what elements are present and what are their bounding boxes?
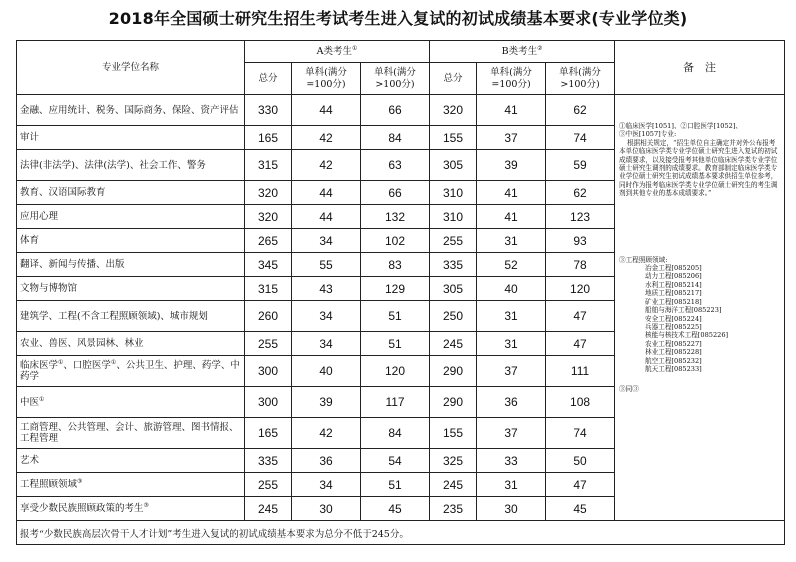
a-single-gt100: 117 — [361, 387, 430, 418]
b-single-100: 41 — [477, 205, 546, 229]
header-notes: 备 注 — [615, 41, 785, 95]
a-total: 315 — [245, 277, 292, 301]
header-a-total: 总分 — [245, 63, 292, 95]
a-single-gt100: 83 — [361, 253, 430, 277]
engineering-field-item: 船舶与海洋工程[085223] — [645, 306, 722, 315]
header-b-single-gt100: 单科(满分>100分) — [546, 63, 615, 95]
b-total: 310 — [430, 181, 477, 205]
a-single-100: 42 — [292, 418, 361, 449]
b-single-100: 37 — [477, 356, 546, 387]
a-single-100: 34 — [292, 229, 361, 253]
header-major: 专业学位名称 — [17, 41, 245, 95]
b-single-gt100: 74 — [546, 126, 615, 150]
row-name: 农业、兽医、风景园林、林业 — [17, 332, 245, 356]
header-group-b: B类考生② — [430, 41, 615, 63]
a-total: 255 — [245, 332, 292, 356]
b-single-100: 31 — [477, 229, 546, 253]
b-total: 310 — [430, 205, 477, 229]
a-single-100: 42 — [292, 150, 361, 181]
a-single-gt100: 102 — [361, 229, 430, 253]
a-single-100: 30 — [292, 497, 361, 521]
row-name: 工商管理、公共管理、会计、旅游管理、图书情报、工程管理 — [17, 418, 245, 449]
engineering-field-item: 冶金工程[085205] — [645, 264, 702, 273]
engineering-field-item: 航空工程[085232] — [645, 356, 702, 365]
b-total: 255 — [430, 229, 477, 253]
b-total: 290 — [430, 356, 477, 387]
b-single-100: 41 — [477, 181, 546, 205]
b-total: 245 — [430, 332, 477, 356]
a-total: 330 — [245, 95, 292, 126]
b-single-gt100: 93 — [546, 229, 615, 253]
row-name: 享受少数民族照顾政策的考生③ — [17, 497, 245, 521]
a-total: 300 — [245, 356, 292, 387]
row-name: 法律(非法学)、法律(法学)、社会工作、警务 — [17, 150, 245, 181]
b-single-100: 37 — [477, 418, 546, 449]
b-total: 250 — [430, 301, 477, 332]
a-single-100: 34 — [292, 473, 361, 497]
a-single-100: 39 — [292, 387, 361, 418]
row-name: 临床医学①、口腔医学①、公共卫生、护理、药学、中药学 — [17, 356, 245, 387]
b-single-gt100: 50 — [546, 449, 615, 473]
row-name: 体育 — [17, 229, 245, 253]
a-single-gt100: 132 — [361, 205, 430, 229]
b-total: 325 — [430, 449, 477, 473]
a-single-100: 40 — [292, 356, 361, 387]
b-single-100: 31 — [477, 473, 546, 497]
engineering-field-item: 矿业工程[085218] — [645, 297, 702, 306]
b-single-gt100: 62 — [546, 181, 615, 205]
b-total: 155 — [430, 418, 477, 449]
a-total: 320 — [245, 205, 292, 229]
note-1-head-2: ③中医[1057]专业: — [619, 130, 677, 139]
a-total: 165 — [245, 418, 292, 449]
b-single-gt100: 120 — [546, 277, 615, 301]
a-single-gt100: 84 — [361, 418, 430, 449]
header-b-total: 总分 — [430, 63, 477, 95]
a-total: 245 — [245, 497, 292, 521]
b-total: 245 — [430, 473, 477, 497]
row-name: 建筑学、工程(不含工程照顾领域)、城市规划 — [17, 301, 245, 332]
a-total: 315 — [245, 150, 292, 181]
note-1-body: 根据相关规定，“招生单位自主确定并对外公布报考本单位临床医学类专业学位硕士研究生进入复试的初试成绩要求，以及接受报考其他单位临床医学类专业学位硕士研究生调剂的成绩要求。教育部制定临床医学类专业学位硕士研究生初试成绩基本要求供招生单位参考，同时作为报考临床医学类专业学位硕士研究生的考生调剂到其他专业的基本成绩要求。” — [619, 138, 778, 198]
a-single-100: 34 — [292, 332, 361, 356]
row-name: 应用心理 — [17, 205, 245, 229]
a-total: 320 — [245, 181, 292, 205]
b-single-gt100: 108 — [546, 387, 615, 418]
b-single-100: 52 — [477, 253, 546, 277]
a-total: 345 — [245, 253, 292, 277]
b-total: 335 — [430, 253, 477, 277]
engineering-field-item: 航天工程[085233] — [645, 364, 702, 373]
b-single-gt100: 62 — [546, 95, 615, 126]
header-group-a: A类考生① — [245, 41, 430, 63]
b-single-gt100: 111 — [546, 356, 615, 387]
b-total: 290 — [430, 387, 477, 418]
row-name: 中医① — [17, 387, 245, 418]
a-single-100: 34 — [292, 301, 361, 332]
b-single-gt100: 74 — [546, 418, 615, 449]
notes-cell — [615, 95, 785, 521]
score-table — [16, 40, 785, 545]
b-single-gt100: 78 — [546, 253, 615, 277]
engineering-field-item: 地质工程[085217] — [645, 289, 702, 298]
note-4: ③同③ — [619, 385, 639, 394]
a-single-gt100: 51 — [361, 301, 430, 332]
b-single-100: 39 — [477, 150, 546, 181]
b-single-gt100: 47 — [546, 332, 615, 356]
b-total: 305 — [430, 277, 477, 301]
a-single-gt100: 66 — [361, 181, 430, 205]
a-single-100: 44 — [292, 181, 361, 205]
a-total: 260 — [245, 301, 292, 332]
b-single-100: 36 — [477, 387, 546, 418]
note-1-head: ①临床医学[1051]、②口腔医学[1052]、 — [619, 122, 743, 130]
a-single-gt100: 120 — [361, 356, 430, 387]
b-single-100: 33 — [477, 449, 546, 473]
a-single-gt100: 63 — [361, 150, 430, 181]
a-single-100: 43 — [292, 277, 361, 301]
row-name: 艺术 — [17, 449, 245, 473]
b-single-gt100: 47 — [546, 473, 615, 497]
b-total: 320 — [430, 95, 477, 126]
b-single-gt100: 45 — [546, 497, 615, 521]
b-total: 235 — [430, 497, 477, 521]
engineering-field-item: 农业工程[085227] — [645, 339, 702, 348]
a-total: 335 — [245, 449, 292, 473]
a-total: 165 — [245, 126, 292, 150]
header-a-single-100: 单科(满分=100分) — [292, 63, 361, 95]
table-row — [17, 95, 785, 126]
a-single-gt100: 66 — [361, 95, 430, 126]
row-name: 金融、应用统计、税务、国际商务、保险、资产评估 — [17, 95, 245, 126]
a-total: 300 — [245, 387, 292, 418]
b-single-gt100: 47 — [546, 301, 615, 332]
a-single-gt100: 84 — [361, 126, 430, 150]
a-single-gt100: 54 — [361, 449, 430, 473]
footer-note: 报考“少数民族高层次骨干人才计划”考生进入复试的初试成绩基本要求为总分不低于245分。 — [17, 521, 785, 545]
header-b-single-100: 单科(满分=100分) — [477, 63, 546, 95]
row-name: 翻译、新闻与传播、出版 — [17, 253, 245, 277]
engineering-field-item: 动力工程[085206] — [645, 272, 702, 281]
b-single-100: 30 — [477, 497, 546, 521]
a-single-100: 36 — [292, 449, 361, 473]
b-single-100: 31 — [477, 332, 546, 356]
a-single-gt100: 51 — [361, 332, 430, 356]
a-single-gt100: 45 — [361, 497, 430, 521]
a-single-gt100: 129 — [361, 277, 430, 301]
engineering-field-item: 水利工程[085214] — [645, 280, 702, 289]
b-single-gt100: 59 — [546, 150, 615, 181]
a-single-gt100: 51 — [361, 473, 430, 497]
b-single-100: 31 — [477, 301, 546, 332]
header-a-single-gt100: 单科(满分>100分) — [361, 63, 430, 95]
row-name: 工程照顾领域③ — [17, 473, 245, 497]
engineering-field-item: 核能与核技术工程[085226] — [645, 331, 729, 340]
b-single-100: 41 — [477, 95, 546, 126]
engineering-field-item: 林业工程[085228] — [645, 348, 702, 357]
a-total: 265 — [245, 229, 292, 253]
note-3-head: ③工程照顾领域: — [619, 255, 668, 264]
b-single-100: 37 — [477, 126, 546, 150]
b-total: 305 — [430, 150, 477, 181]
a-single-100: 55 — [292, 253, 361, 277]
row-name: 教育、汉语国际教育 — [17, 181, 245, 205]
a-single-100: 44 — [292, 205, 361, 229]
b-total: 155 — [430, 126, 477, 150]
a-total: 255 — [245, 473, 292, 497]
page-title: 2018年全国硕士研究生招生考试考生进入复试的初试成绩基本要求(专业学位类) — [108, 9, 688, 28]
row-name: 文物与博物馆 — [17, 277, 245, 301]
a-single-100: 44 — [292, 95, 361, 126]
engineering-field-item: 安全工程[085224] — [645, 314, 702, 323]
b-single-gt100: 123 — [546, 205, 615, 229]
a-single-100: 42 — [292, 126, 361, 150]
b-single-100: 40 — [477, 277, 546, 301]
engineering-field-item: 兵器工程[085225] — [645, 322, 702, 331]
row-name: 审计 — [17, 126, 245, 150]
